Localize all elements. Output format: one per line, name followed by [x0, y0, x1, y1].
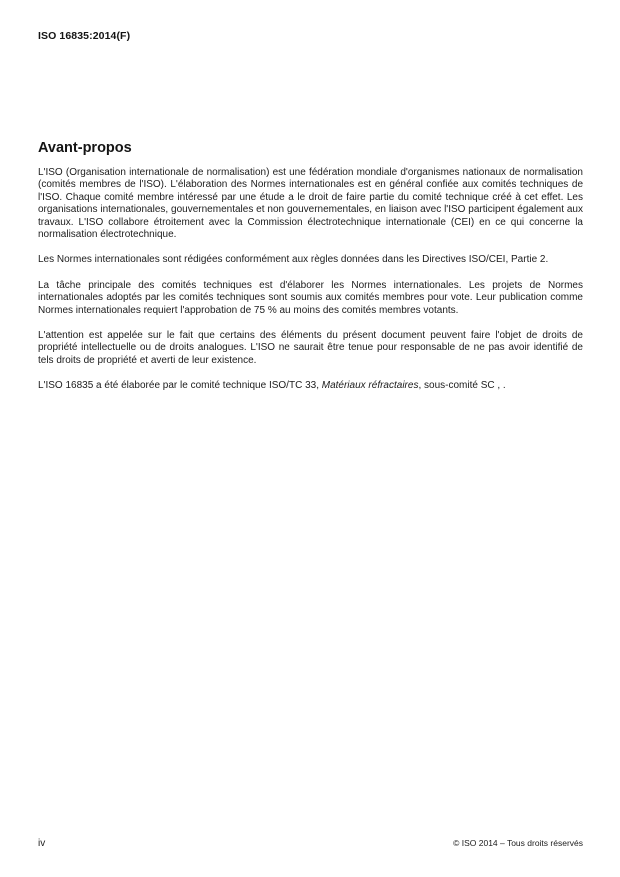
copyright-notice: © ISO 2014 – Tous droits réservés: [453, 838, 583, 848]
section-title: Avant-propos: [38, 139, 132, 156]
paragraph-comites-techniques: La tâche principale des comités techniques est d'élaborer les Normes internationales. Les projets de Normes internationales adoptés par les comités techniques sont soumis aux comités membres pour vote. Leur publication comme Normes internationales requiert l'approbation de 75 % au moins des comités membres votants.: [38, 279, 583, 316]
paragraph-directives: Les Normes internationales sont rédigées conformément aux règles données dans les Directives ISO/CEI, Partie 2.: [38, 254, 549, 266]
body-content: [38, 167, 583, 406]
document-reference: ISO 16835:2014(F): [38, 30, 131, 42]
paragraph-iso-intro: L'ISO (Organisation internationale de normalisation) est une fédération mondiale d'organismes nationaux de normalisation (comités membres de l'ISO). L'élaboration des Normes internationales est en général confiée aux comités techniques de l'ISO. Chaque comité membre intéressé par une étude a le droit de faire partie du comité technique créé à cet effet. Les organisations internationales, gouvernementales et non gouvernementales, en liaison avec l'ISO participent également aux travaux. L'ISO collabore étroitement avec la Commission électrotechnique internationale (CEI) en ce qui concerne la normalisation électrotechnique.: [38, 167, 583, 241]
final-paragraph-italic: Matériaux réfractaires: [321, 380, 419, 392]
final-paragraph-after: , sous-comité SC , .: [418, 380, 506, 392]
final-paragraph-before: L'ISO 16835 a été élaborée par le comité technique ISO/TC 33,: [38, 380, 322, 392]
page-footer: [38, 838, 583, 849]
paragraph-droits-propriete: L'attention est appelée sur le fait que certains des éléments du présent document peuvent faire l'objet de droits de propriété intellectuelle ou de droits analogues. L'ISO ne saurait être tenue pour responsable de ne pas avoir identifié de tels droits de propriété et averti de leur existence.: [38, 330, 583, 366]
paragraph-comite-technique: [38, 380, 583, 392]
page-number: iv: [38, 838, 46, 849]
